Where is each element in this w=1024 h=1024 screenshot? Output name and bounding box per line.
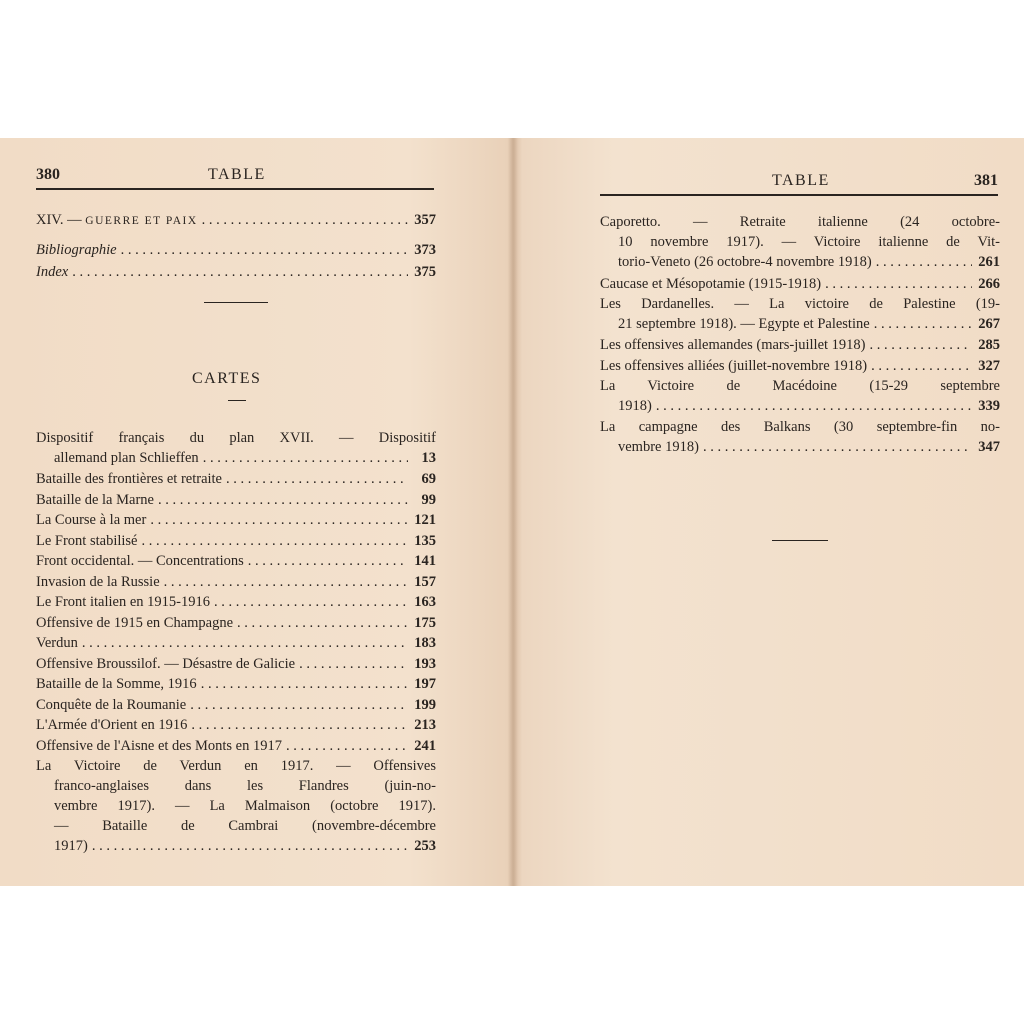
map-entry — [36, 490, 436, 510]
map-entry-text: franco-anglaises dans les Flandres (juin-no- — [54, 778, 436, 794]
map-entry-page: 199 — [414, 696, 436, 713]
map-entry-text: Le Front stabilisé — [36, 532, 138, 549]
leader-dots — [248, 551, 408, 571]
map-entry-text: Bataille des frontières et retraite — [36, 471, 222, 487]
map-entry-page: 175 — [414, 614, 436, 631]
toc-entry-page: 357 — [414, 212, 436, 228]
map-entry — [36, 551, 436, 571]
map-entry — [600, 294, 1000, 334]
map-entry — [36, 756, 436, 856]
map-entry-text: Le Front italien en 1915-1916 — [36, 594, 210, 610]
map-entry-text: Front occidental. — Concentrations — [36, 553, 244, 569]
map-entry-page: 213 — [414, 717, 436, 733]
leader-dots — [203, 448, 408, 468]
map-entry — [36, 428, 436, 468]
leader-dots — [871, 356, 972, 376]
map-entry-text: — Bataille de Cambrai (novembre-décembre — [54, 818, 436, 834]
map-entry-text: Verdun — [36, 635, 78, 651]
map-entry — [600, 335, 1000, 355]
leader-dots — [299, 654, 408, 674]
map-entry-text: Caporetto. — Retraite italienne (24 octobre- — [600, 214, 1000, 230]
leader-dots — [656, 396, 972, 416]
page-header-title: TABLE — [208, 166, 266, 183]
map-entry — [36, 531, 436, 551]
leader-dots — [876, 252, 972, 272]
left-page-header — [36, 166, 434, 188]
header-rule — [600, 194, 998, 196]
map-entry-page: 261 — [978, 254, 1000, 270]
leader-dots — [82, 633, 408, 653]
map-entry — [36, 633, 436, 653]
leader-dots — [214, 592, 408, 612]
map-entry-page: 266 — [978, 275, 1000, 292]
map-entry-text: 1918) — [618, 398, 652, 414]
section-separator — [772, 540, 828, 541]
map-entry-text: La campagne des Balkans (30 septembre-fin no- — [600, 419, 1000, 435]
map-entry-page: 141 — [414, 553, 436, 569]
section-title: CARTES — [192, 370, 262, 387]
leader-dots — [226, 469, 408, 489]
map-entry-page: 163 — [414, 594, 436, 610]
map-entry-page: 193 — [414, 655, 436, 672]
left-page — [0, 138, 510, 886]
header-rule — [36, 188, 434, 190]
toc-entry-label: Bibliographie — [36, 242, 117, 258]
leader-dots — [237, 613, 408, 633]
page-header-title: TABLE — [772, 172, 830, 189]
toc-entry — [36, 262, 436, 282]
leader-dots — [825, 274, 972, 294]
book-spread — [0, 138, 1024, 886]
map-entry-text: Les offensives allemandes (mars-juillet 1918) — [600, 337, 866, 353]
map-entry — [36, 715, 436, 735]
toc-entry — [36, 210, 436, 231]
map-entry-page: 157 — [414, 573, 436, 590]
leader-dots — [703, 437, 972, 457]
map-entry — [36, 469, 436, 489]
leader-dots — [72, 262, 408, 282]
right-page-header — [600, 172, 998, 194]
leader-dots — [201, 674, 408, 694]
toc-entry-label: Index — [36, 264, 69, 280]
map-entry-text: Bataille de la Somme, 1916 — [36, 676, 197, 692]
leader-dots — [190, 695, 408, 715]
map-entry-text: La Course à la mer — [36, 512, 147, 528]
map-entry-text: Les offensives alliées (juillet-novembre 1918) — [600, 357, 868, 374]
map-entry-page: 267 — [978, 316, 1000, 332]
leader-dots — [286, 736, 408, 756]
map-entry-text: Dispositif français du plan XVII. — Dispositif — [36, 430, 436, 446]
map-entry-text: Offensive de 1915 en Champagne — [36, 614, 234, 631]
toc-entry-label: XIV. — GUERRE ET PAIX — [36, 212, 198, 228]
leader-dots — [191, 715, 408, 735]
map-entry-page: 327 — [978, 357, 1000, 374]
map-entry-text: torio-Veneto (26 octobre-4 novembre 1918) — [618, 254, 872, 270]
map-entry — [600, 417, 1000, 457]
map-entry-page: 135 — [414, 532, 436, 549]
map-entry-page: 285 — [978, 337, 1000, 353]
page-number: 380 — [36, 166, 60, 183]
map-entry — [600, 274, 1000, 294]
toc-entry-page: 373 — [414, 242, 436, 258]
map-entry-text: 10 novembre 1917). — Victoire italienne de Vit- — [618, 234, 1000, 250]
map-entry-text: L'Armée d'Orient en 1916 — [36, 717, 188, 733]
section-title-dash — [228, 400, 246, 401]
map-entry-page: 253 — [414, 838, 436, 854]
page-number: 381 — [974, 172, 998, 189]
map-entry-page: 183 — [414, 635, 436, 651]
leader-dots — [158, 490, 408, 510]
section-separator — [204, 302, 268, 303]
map-entry — [36, 695, 436, 715]
leader-dots — [150, 510, 408, 530]
toc-entry — [36, 240, 436, 260]
map-entry-text: Les Dardanelles. — La victoire de Palestine (19- — [600, 296, 1000, 312]
map-entry-page: 99 — [421, 491, 436, 508]
map-entry — [600, 376, 1000, 416]
map-entry-text: Offensive de l'Aisne et des Monts en 1917 — [36, 737, 282, 754]
map-entry-text: allemand plan Schlieffen — [54, 450, 199, 466]
leader-dots — [121, 240, 408, 260]
map-entry — [36, 510, 436, 530]
map-entry-text: La Victoire de Verdun en 1917. — Offensives — [36, 758, 436, 774]
leader-dots — [202, 210, 408, 230]
map-entry — [600, 356, 1000, 376]
map-entry — [600, 212, 1000, 272]
leader-dots — [874, 314, 972, 334]
map-entry-text: vembre 1918) — [618, 439, 699, 455]
map-entry-text: Offensive Broussilof. — Désastre de Galicie — [36, 655, 296, 672]
leader-dots — [142, 531, 409, 551]
leader-dots — [870, 335, 973, 355]
map-entry-text: La Victoire de Macédoine (15-29 septembre — [600, 378, 1000, 394]
map-entry-text: Conquête de la Roumanie — [36, 696, 187, 713]
map-entry — [36, 674, 436, 694]
leader-dots — [164, 572, 408, 592]
map-entry-page: 241 — [414, 737, 436, 754]
map-entry — [36, 654, 436, 674]
map-entry-text: Bataille de la Marne — [36, 491, 154, 508]
map-entry-page: 69 — [421, 471, 436, 487]
map-entry-page: 339 — [978, 398, 1000, 414]
map-entry — [36, 613, 436, 633]
map-entry — [36, 572, 436, 592]
leader-dots — [92, 836, 408, 856]
map-entry-text: vembre 1917). — La Malmaison (octobre 1917). — [54, 798, 436, 814]
map-entry — [36, 736, 436, 756]
map-entry-text: 21 septembre 1918). — Egypte et Palestine — [618, 316, 870, 332]
map-entry-page: 13 — [421, 450, 436, 466]
map-entry-page: 197 — [414, 676, 436, 692]
map-entry-text: Invasion de la Russie — [36, 573, 160, 590]
map-entry — [36, 592, 436, 612]
toc-entry-page: 375 — [414, 264, 436, 280]
right-page — [516, 138, 1024, 886]
map-entry-text: 1917) — [54, 838, 88, 854]
map-entry-text: Caucase et Mésopotamie (1915-1918) — [600, 275, 822, 292]
map-entry-page: 347 — [978, 439, 1000, 455]
map-entry-page: 121 — [414, 512, 436, 528]
